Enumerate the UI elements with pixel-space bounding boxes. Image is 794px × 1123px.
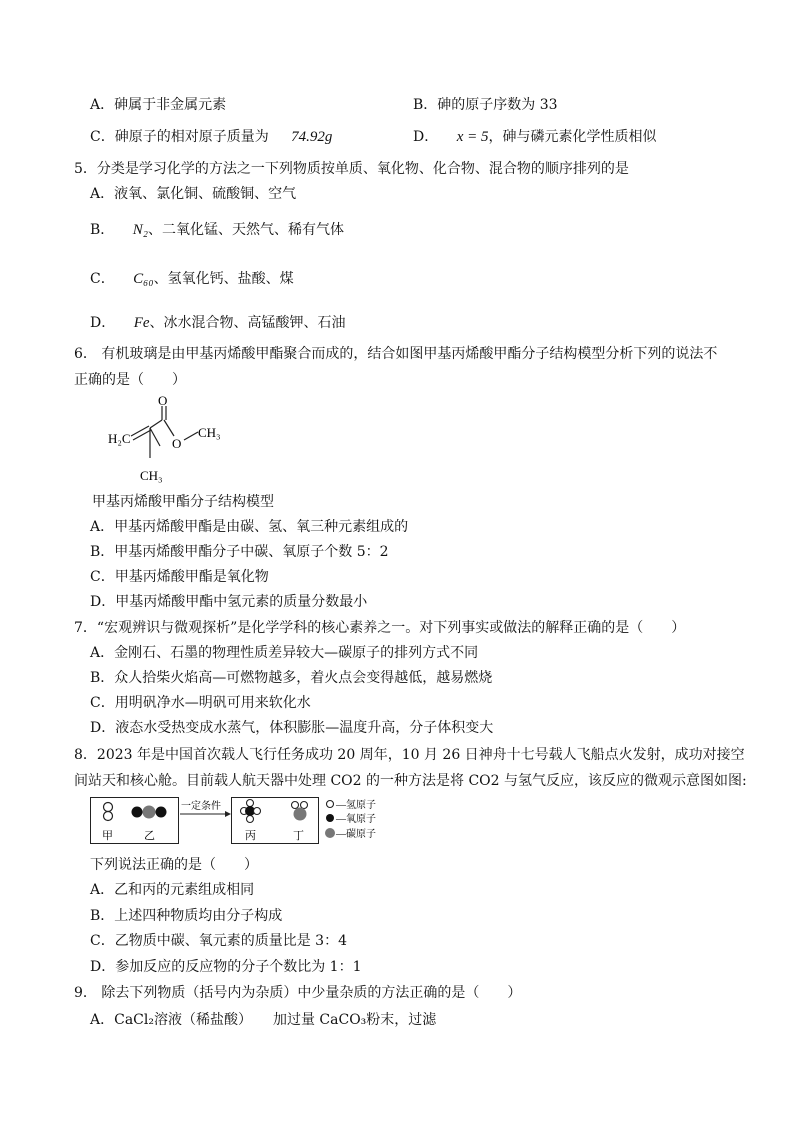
q4-option-d-text: ，砷与磷元素化学性质相似 xyxy=(488,129,657,145)
co2-o-right xyxy=(156,807,167,818)
q4-option-c-text: C．砷原子的相对原子质量为 xyxy=(90,129,269,145)
q4-option-a: A．砷属于非金属元素 xyxy=(90,97,227,113)
q5-option-b xyxy=(90,220,344,240)
struct-ch3-right: CH₃ xyxy=(198,425,221,440)
struct-o-top: O xyxy=(158,396,168,408)
label-bing: 丙 xyxy=(245,830,256,842)
struct-bond-carbonyl-c xyxy=(150,420,162,428)
ding-h-right xyxy=(301,802,308,809)
legend-o-label: —氧原子 xyxy=(336,814,376,825)
ding-h-left xyxy=(292,802,299,809)
q5-option-b-math: N₂ xyxy=(132,222,148,238)
q5-option-a: A．液氧、氯化铜、硫酸铜、空气 xyxy=(90,186,297,202)
q7-option-a: A．金刚石、石墨的物理性质差异较大—碳原子的排列方式不同 xyxy=(90,645,479,661)
q4-option-d-label: D． xyxy=(413,129,439,145)
q6-stem-line1: 6． 有机玻璃是由甲基丙烯酸甲酯聚合而成的，结合如图甲基丙烯酸甲酯分子结构模型分析下列的说法不 xyxy=(74,346,718,362)
q8-option-c: C．乙物质中碳、氧元素的质量比是 3：4 xyxy=(90,933,347,949)
struct-bond-double-2 xyxy=(133,430,151,440)
q8-option-b: B．上述四种物质均由分子构成 xyxy=(90,908,283,924)
legend-h-label: —氢原子 xyxy=(336,800,376,811)
q7-option-b: B．众人拾柴火焰高—可燃物越多，着火点会变得越低，越易燃烧 xyxy=(90,670,493,686)
q8-sub-stem: 下列说法正确的是（ ） xyxy=(90,857,258,873)
q6-stem-line2: 正确的是（ ） xyxy=(74,372,186,388)
ding-center xyxy=(294,808,307,821)
q6-option-a: A．甲基丙烯酸甲酯是由碳、氢、氧三种元素组成的 xyxy=(90,519,409,535)
q5-option-d-math: Fe xyxy=(133,315,150,331)
q7-option-d: D．液态水受热变成水蒸气，体积膨胀—温度升高，分子体积变大 xyxy=(90,720,494,736)
legend-h-icon xyxy=(327,801,334,808)
mma-structure-diagram xyxy=(100,396,230,488)
q5-option-d-text: 、冰水混合物、高锰酸钾、石油 xyxy=(149,315,346,331)
bing-h-right xyxy=(254,808,261,815)
q5-option-b-label: B． xyxy=(90,222,115,238)
reaction-arrow-head xyxy=(225,811,231,817)
q6-figure-caption: 甲基丙烯酸甲酯分子结构模型 xyxy=(92,494,274,510)
legend-o-icon xyxy=(326,814,334,822)
struct-bond-methoxy xyxy=(184,432,198,440)
q6-option-d: D．甲基丙烯酸甲酯中氢元素的质量分数最小 xyxy=(90,594,368,610)
reaction-micro-diagram xyxy=(90,797,400,847)
reaction-condition: 一定条件 xyxy=(181,801,221,812)
q7-stem: 7．“宏观辨识与微观探析”是化学学科的核心素养之一。对下列事实或做法的解释正确的是（ ） xyxy=(74,620,686,636)
legend-c-icon xyxy=(325,828,335,838)
q4-option-d-math: x = 5 xyxy=(456,129,489,145)
struct-bond xyxy=(150,428,160,446)
bing-h-bottom xyxy=(247,816,254,823)
q5-option-d-label: D． xyxy=(90,315,116,331)
q4-option-c-math: 74.92g xyxy=(291,129,333,145)
label-ding: 丁 xyxy=(293,830,304,842)
q8-stem-line1: 8．2023 年是中国首次载人飞行任务成功 20 周年，10 月 26 日神舟十七号载人飞船点火发射，成功对接空 xyxy=(74,747,745,763)
q5-option-d xyxy=(90,313,346,333)
q5-stem: 5．分类是学习化学的方法之一下列物质按单质、氧化物、化合物、混合物的顺序排列的是 xyxy=(74,161,629,177)
struct-o-mid: O xyxy=(172,436,182,451)
q4-option-b: B．砷的原子序数为 33 xyxy=(413,97,558,113)
q6-option-c: C．甲基丙烯酸甲酯是氧化物 xyxy=(90,569,269,585)
q9-stem: 9． 除去下列物质（括号内为杂质）中少量杂质的方法正确的是（ ） xyxy=(74,985,522,1001)
q5-option-b-text: 、二氧化锰、天然气、稀有气体 xyxy=(147,222,344,238)
q5-option-c-label: C． xyxy=(90,271,115,287)
struct-ch3-bottom: CH₃ xyxy=(140,468,163,483)
struct-bond-ester xyxy=(164,420,174,436)
bing-h-top xyxy=(247,800,254,807)
q4-option-d xyxy=(413,127,656,147)
struct-h2c: H₂C xyxy=(108,431,131,446)
h2-atom-bottom xyxy=(104,812,113,821)
h2-atom-top xyxy=(104,803,113,812)
q9-option-a: A．CaCl₂溶液（稀盐酸） 加过量 CaCO₃粉末，过滤 xyxy=(90,1012,437,1028)
label-yi: 乙 xyxy=(144,830,155,842)
q6-option-b: B．甲基丙烯酸甲酯分子中碳、氧原子个数 5：2 xyxy=(90,544,389,560)
q4-option-c xyxy=(90,127,332,147)
label-jia: 甲 xyxy=(102,830,113,842)
q5-option-c-text: 、氢氧化钙、盐酸、煤 xyxy=(153,271,294,287)
q5-option-c-math: C₆₀ xyxy=(133,271,154,287)
legend-c-label: —碳原子 xyxy=(336,829,376,840)
q8-option-d: D．参加反应的反应物的分子个数比为 1：1 xyxy=(90,959,362,975)
co2-c-atom xyxy=(143,806,156,819)
q7-option-c: C．用明矾净水—明矾可用来软化水 xyxy=(90,695,311,711)
q8-option-a: A．乙和丙的元素组成相同 xyxy=(90,882,255,898)
co2-o-left xyxy=(132,807,143,818)
q8-stem-line2: 间站天和核心舱。目前载人航天器中处理 CO2 的一种方法是将 CO2 与氢气反应，该反应的微观示意图如图: xyxy=(74,773,747,789)
struct-bond-double-1 xyxy=(131,426,149,436)
q5-option-c xyxy=(90,269,294,289)
